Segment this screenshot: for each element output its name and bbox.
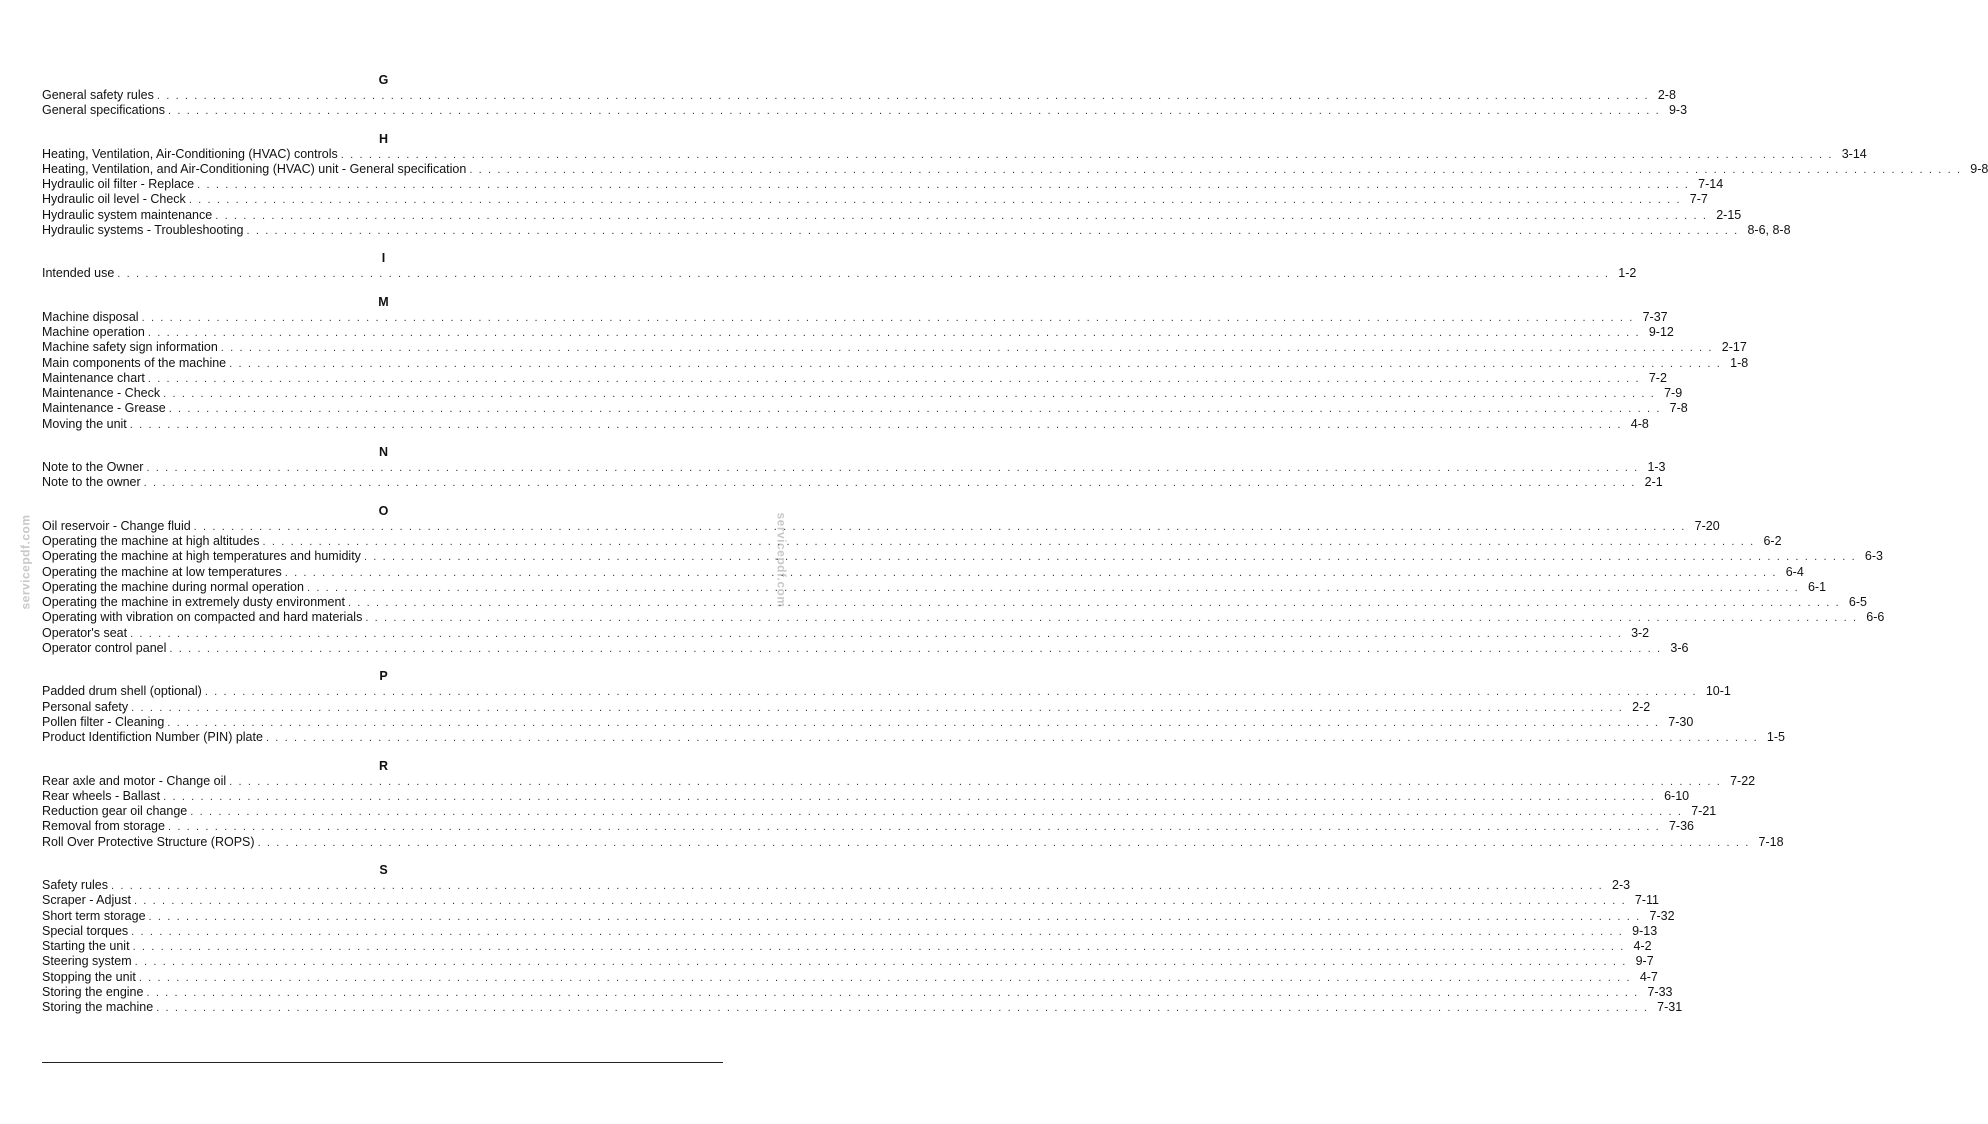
entry-page: 7-20 [1694, 518, 1720, 533]
index-entry[interactable] [42, 804, 1717, 819]
dot-leader: ................................................................................................................................................................ [265, 732, 1763, 745]
entry-title: Machine operation [42, 324, 145, 339]
entry-page: 2-17 [1721, 340, 1747, 355]
entry-title: Heating, Ventilation, Air-Conditioning (HVAC) controls [42, 146, 338, 161]
dot-leader: ................................................................................................................................................................ [156, 1002, 1654, 1015]
index-section [42, 862, 1683, 1016]
index-entry[interactable] [42, 819, 1694, 834]
watermark-left: servicepdf.com [18, 514, 33, 610]
entry-page: 7-37 [1642, 309, 1668, 324]
index-entry[interactable] [42, 533, 1782, 549]
index-entry[interactable] [42, 564, 1804, 580]
entry-page: 1-8 [1730, 355, 1749, 370]
entry-title: Rear wheels - Ballast [42, 788, 161, 803]
entry-page: 6-3 [1864, 549, 1883, 564]
dot-leader: ................................................................................................................................................................ [204, 686, 1702, 699]
entry-page: 3-2 [1631, 625, 1650, 640]
dot-leader: ................................................................................................................................................................ [117, 268, 1615, 281]
entry-title: Note to the owner [42, 475, 141, 490]
entry-page: 7-21 [1691, 804, 1717, 819]
entry-page: 7-30 [1668, 714, 1694, 729]
index-entry[interactable] [42, 610, 1885, 625]
entry-page: 7-31 [1657, 1000, 1683, 1015]
dot-leader: ................................................................................................................................................................ [131, 701, 1629, 714]
dot-leader: ................................................................................................................................................................ [229, 357, 1727, 370]
index-entry[interactable] [42, 161, 1988, 177]
dot-leader: ................................................................................................................................................................ [148, 910, 1646, 923]
index-entry[interactable] [42, 401, 1688, 416]
index-entry[interactable] [42, 893, 1660, 908]
dot-leader: ................................................................................................................................................................ [143, 477, 1641, 490]
entry-page: 9-8 [1970, 161, 1988, 176]
index-entry[interactable] [42, 579, 1827, 595]
entry-page: 4-2 [1633, 939, 1652, 954]
dot-leader: ................................................................................................................................................................ [306, 581, 1804, 594]
dot-leader: ................................................................................................................................................................ [147, 372, 1645, 385]
entry-title: Operating the machine at low temperatures [42, 564, 282, 579]
entry-title: Main components of the machine [42, 355, 227, 370]
entry-title: Roll Over Protective Structure (ROPS) [42, 834, 255, 849]
section-letter: R [378, 758, 389, 773]
dot-leader: ................................................................................................................................................................ [257, 836, 1755, 849]
entry-title: Removal from storage [42, 819, 165, 834]
index-entry[interactable] [42, 475, 1663, 490]
index-entry[interactable] [42, 908, 1675, 924]
entry-title: Personal safety [42, 699, 129, 714]
entry-page: 2-1 [1644, 475, 1663, 490]
entry-page: 7-32 [1649, 908, 1675, 923]
footer-rule [42, 1062, 723, 1063]
entry-page: 3-14 [1841, 146, 1867, 161]
entry-page: 7-18 [1758, 834, 1784, 849]
entry-page: 7-14 [1698, 177, 1724, 192]
entry-page: 2-2 [1632, 699, 1651, 714]
entry-title: Storing the machine [42, 1000, 154, 1015]
dot-leader: ................................................................................................................................................................ [138, 971, 1636, 984]
entry-title: Heating, Ventilation, and Air-Conditioning (HVAC) unit - General specification [42, 161, 467, 176]
dot-leader: ................................................................................................................................................................ [220, 342, 1718, 355]
entry-page: 7-11 [1634, 893, 1660, 908]
dot-leader: ................................................................................................................................................................ [229, 775, 1727, 788]
entry-page: 2-8 [1657, 88, 1676, 102]
entry-title: Storing the engine [42, 985, 144, 1000]
dot-leader: ................................................................................................................................................................ [156, 90, 1654, 102]
entry-title: Product Identifiction Number (PIN) plate [42, 730, 263, 745]
entry-title: Moving the unit [42, 416, 127, 431]
index-section [42, 73, 1688, 119]
index-entry[interactable] [42, 714, 1694, 730]
dot-leader: ................................................................................................................................................................ [163, 790, 1661, 803]
entry-title: Reduction gear oil change [42, 804, 188, 819]
entry-title: Hydraulic oil filter - Replace [42, 177, 195, 192]
dot-leader: ................................................................................................................................................................ [146, 462, 1644, 475]
entry-page: 3-6 [1670, 641, 1689, 656]
entry-title: Maintenance - Grease [42, 401, 166, 416]
index-entry[interactable] [42, 355, 1749, 371]
entry-title: Scraper - Adjust [42, 893, 131, 908]
dot-leader: ................................................................................................................................................................ [215, 209, 1713, 222]
entry-page: 6-1 [1807, 579, 1827, 594]
index-entry[interactable] [42, 386, 1683, 401]
entry-page: 7-7 [1689, 192, 1708, 207]
index-entry[interactable] [42, 324, 1674, 340]
entry-page: 7-22 [1730, 773, 1756, 788]
entry-page: 9-3 [1668, 103, 1688, 118]
index-section [42, 251, 1637, 281]
entry-page: 1-3 [1647, 460, 1666, 475]
index-section [42, 669, 1785, 745]
index-section [42, 131, 1988, 239]
index-entry[interactable] [42, 518, 1720, 534]
entry-title: Machine safety sign information [42, 340, 218, 355]
section-letter: I [381, 251, 386, 266]
entry-title: Intended use [42, 266, 115, 281]
entry-title: Maintenance chart [42, 370, 145, 385]
dot-leader: ................................................................................................................................................................ [129, 418, 1627, 431]
dot-leader: ................................................................................................................................................................ [340, 148, 1838, 161]
entry-title: General specifications [42, 103, 165, 118]
index-entry[interactable] [42, 309, 1668, 325]
entry-page: 6-6 [1866, 610, 1885, 625]
entry-title: Special torques [42, 923, 129, 938]
dot-leader: ................................................................................................................................................................ [169, 643, 1667, 656]
entry-page: 1-2 [1618, 266, 1637, 281]
index-entry[interactable] [42, 177, 1724, 192]
section-letter: M [378, 294, 389, 309]
entry-title: Hydraulic system maintenance [42, 207, 213, 222]
entry-title: Operating the machine at high temperatures and humidity [42, 549, 361, 564]
entry-page: 9-12 [1648, 324, 1674, 339]
section-letter: O [378, 503, 389, 518]
index-entry[interactable] [42, 88, 1676, 103]
index-entry[interactable] [42, 370, 1667, 386]
index-entry[interactable] [42, 625, 1650, 641]
index-entry[interactable] [42, 877, 1631, 893]
entry-title: Operating the machine at high altitudes [42, 533, 260, 548]
entry-page: 7-2 [1648, 370, 1667, 385]
dot-leader: ................................................................................................................................................................ [262, 535, 1760, 548]
index-entry[interactable] [42, 923, 1658, 939]
entry-title: Operator's seat [42, 625, 128, 640]
dot-leader: ................................................................................................................................................................ [167, 716, 1665, 729]
entry-page: 4-7 [1639, 969, 1658, 984]
dot-leader: ................................................................................................................................................................ [134, 956, 1632, 969]
entry-title: Short term storage [42, 908, 146, 923]
index-entry[interactable] [42, 146, 1867, 162]
index-entry[interactable] [42, 954, 1654, 969]
dot-leader: ................................................................................................................................................................ [146, 987, 1644, 1000]
index-entry[interactable] [42, 416, 1649, 432]
entry-title: Operator control panel [42, 641, 167, 656]
entry-page: 7-8 [1669, 401, 1688, 416]
entry-page: 6-2 [1763, 533, 1782, 548]
index-entry[interactable] [42, 730, 1785, 745]
index-entry[interactable] [42, 549, 1883, 564]
entry-page: 4-8 [1630, 416, 1649, 431]
entry-page: 1-5 [1766, 730, 1785, 745]
dot-leader: ................................................................................................................................................................ [131, 925, 1629, 938]
entry-page: 7-9 [1664, 386, 1683, 401]
entry-title: Padded drum shell (optional) [42, 684, 202, 699]
entry-page: 2-3 [1612, 877, 1631, 892]
index-entry[interactable] [42, 223, 1791, 238]
dot-leader: ................................................................................................................................................................ [163, 388, 1661, 401]
entry-title: General safety rules [42, 88, 154, 102]
index-entry[interactable] [42, 773, 1756, 789]
index-section [42, 294, 1749, 432]
entry-title: Note to the Owner [42, 460, 144, 475]
dot-leader: ................................................................................................................................................................ [167, 821, 1665, 834]
entry-title: Operating the machine during normal operation [42, 579, 304, 594]
entry-title: Operating the machine in extremely dusty environment [42, 595, 345, 610]
entry-title: Starting the unit [42, 939, 130, 954]
index-section [42, 758, 1784, 850]
index-entry[interactable] [42, 699, 1651, 715]
entry-page: 6-4 [1785, 564, 1804, 579]
dot-leader: ................................................................................................................................................................ [347, 597, 1845, 610]
entry-title: Operating with vibration on compacted and hard materials [42, 610, 363, 625]
dot-leader: ................................................................................................................................................................ [469, 163, 1967, 176]
dot-leader: ................................................................................................................................................................ [167, 105, 1665, 118]
index-entry[interactable] [42, 684, 1731, 699]
watermark-right: servicepdf.com [774, 512, 789, 608]
entry-page: 8-6, 8-8 [1747, 223, 1791, 238]
dot-leader: ................................................................................................................................................................ [168, 403, 1666, 416]
dot-leader: ................................................................................................................................................................ [197, 179, 1695, 192]
entry-page: 6-10 [1664, 788, 1690, 803]
section-letter: N [378, 445, 389, 460]
entry-title: Pollen filter - Cleaning [42, 714, 165, 729]
section-letter: P [379, 669, 388, 684]
index-entry[interactable] [42, 595, 1867, 610]
index-entry[interactable] [42, 985, 1673, 1000]
entry-title: Stopping the unit [42, 969, 136, 984]
entry-page: 9-13 [1632, 923, 1658, 938]
dot-leader: ................................................................................................................................................................ [141, 311, 1639, 324]
entry-page: 2-15 [1716, 207, 1742, 222]
section-letter: H [378, 131, 389, 146]
entry-title: Oil reservoir - Change fluid [42, 518, 191, 533]
section-letter: S [379, 862, 388, 877]
entry-title: Rear axle and motor - Change oil [42, 773, 227, 788]
entry-title: Safety rules [42, 877, 109, 892]
section-letter: G [378, 73, 389, 87]
index-entry[interactable] [42, 1000, 1683, 1015]
index-section [42, 445, 1666, 491]
entry-page: 7-36 [1668, 819, 1694, 834]
dot-leader: ................................................................................................................................................................ [193, 520, 1691, 533]
index-entry[interactable] [42, 834, 1784, 850]
index-entry[interactable] [42, 192, 1708, 207]
index-entry[interactable] [42, 266, 1637, 281]
dot-leader: ................................................................................................................................................................ [188, 194, 1686, 207]
entry-page: 10-1 [1705, 684, 1731, 699]
dot-leader: ................................................................................................................................................................ [190, 806, 1688, 819]
entry-title: Maintenance - Check [42, 386, 161, 401]
index-entry[interactable] [42, 788, 1690, 804]
dot-leader: ................................................................................................................................................................ [133, 895, 1631, 908]
dot-leader: ................................................................................................................................................................ [147, 326, 1645, 339]
entry-page: 7-33 [1647, 985, 1673, 1000]
index-entry[interactable] [42, 103, 1688, 118]
index-entry[interactable] [42, 641, 1689, 656]
dot-leader: ................................................................................................................................................................ [246, 225, 1744, 238]
entry-title: Steering system [42, 954, 132, 969]
index-entry[interactable] [42, 207, 1742, 223]
entry-title: Hydraulic oil level - Check [42, 192, 186, 207]
entry-title: Machine disposal [42, 309, 139, 324]
index-entry[interactable] [42, 939, 1652, 954]
dot-leader: ................................................................................................................................................................ [132, 941, 1630, 954]
entry-page: 9-7 [1635, 954, 1654, 969]
dot-leader: ................................................................................................................................................................ [363, 551, 1861, 564]
entry-title: Hydraulic systems - Troubleshooting [42, 223, 244, 238]
index-entry[interactable] [42, 460, 1666, 475]
dot-leader: ................................................................................................................................................................ [130, 627, 1628, 640]
index-entry[interactable] [42, 969, 1658, 985]
dot-leader: ................................................................................................................................................................ [284, 566, 1782, 579]
index-entry[interactable] [42, 340, 1747, 355]
dot-leader: ................................................................................................................................................................ [365, 612, 1863, 625]
entry-page: 6-5 [1848, 595, 1867, 610]
dot-leader: ................................................................................................................................................................ [111, 879, 1608, 892]
